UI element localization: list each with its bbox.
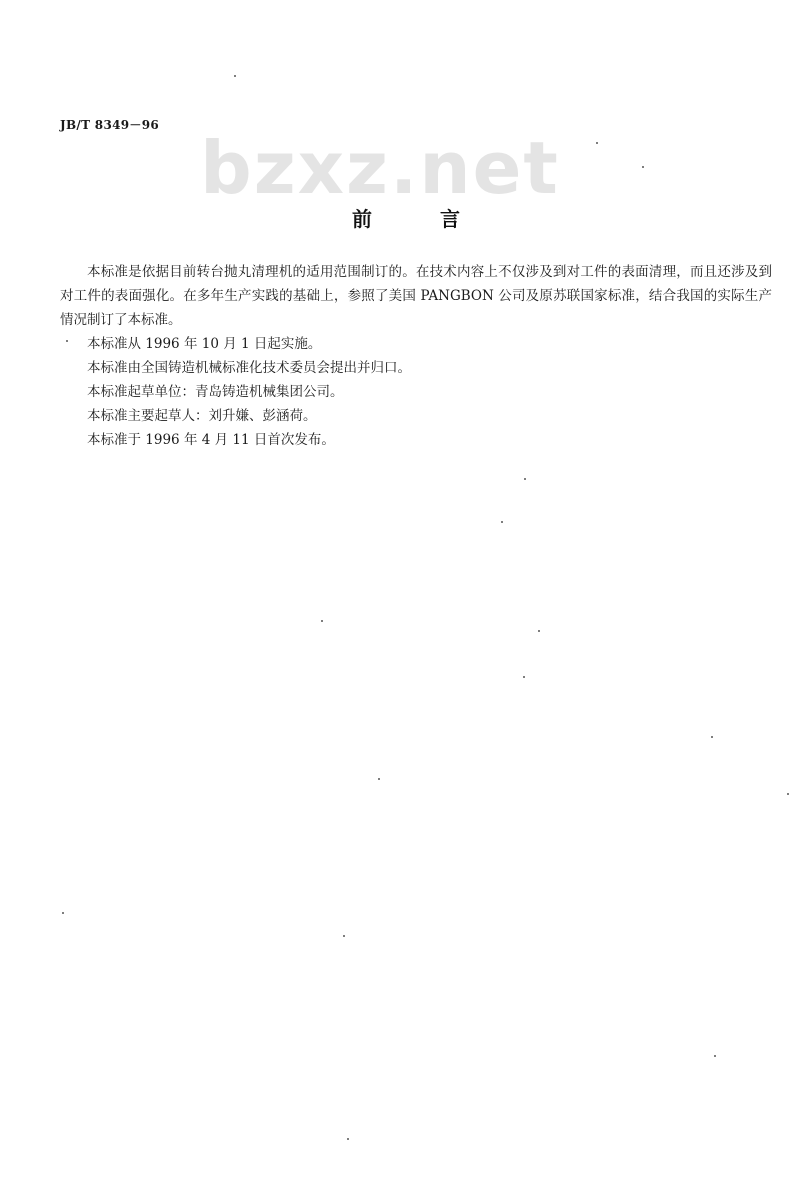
scan-speck bbox=[234, 75, 236, 77]
paragraph-scope: 本标准是依据目前转台抛丸清理机的适用范围制订的。在技术内容上不仅涉及到对工件的表面清理，而且还涉及到对工件的表面强化。在多年生产实践的基础上，参照了美国 PANGBON 公司及原苏联国家标准，结合我国的实际生产情况制订了本标准。 bbox=[60, 264, 772, 328]
scan-speck bbox=[378, 778, 380, 780]
paragraph-proposer: 本标准由全国铸造机械标准化技术委员会提出并归口。 bbox=[87, 360, 411, 376]
paragraph-drafting-unit: 本标准起草单位：青岛铸造机械集团公司。 bbox=[87, 384, 344, 400]
page-title: 前言 bbox=[352, 207, 528, 231]
paragraph-drafters: 本标准主要起草人：刘升嫌、彭涵荷。 bbox=[87, 408, 317, 424]
scan-speck bbox=[787, 793, 789, 795]
scan-speck bbox=[524, 478, 526, 480]
watermark: bzxz.net bbox=[200, 126, 560, 210]
scan-speck bbox=[343, 935, 345, 937]
scan-speck bbox=[501, 521, 503, 523]
scan-speck bbox=[714, 1055, 716, 1057]
scan-speck bbox=[321, 620, 323, 622]
scan-speck bbox=[711, 736, 713, 738]
paragraph-effective-date: 本标准从 1996 年 10 月 1 日起实施。 bbox=[87, 336, 322, 352]
scan-speck bbox=[66, 340, 68, 342]
preface-body bbox=[60, 260, 772, 452]
scan-speck bbox=[596, 142, 598, 144]
scan-speck bbox=[642, 166, 644, 168]
paragraph-first-release: 本标准于 1996 年 4 月 11 日首次发布。 bbox=[87, 432, 335, 448]
document-code: JB/T 8349－96 bbox=[60, 118, 160, 132]
scan-speck bbox=[62, 912, 64, 914]
scan-speck bbox=[347, 1138, 349, 1140]
scan-speck bbox=[523, 676, 525, 678]
scan-speck bbox=[538, 630, 540, 632]
